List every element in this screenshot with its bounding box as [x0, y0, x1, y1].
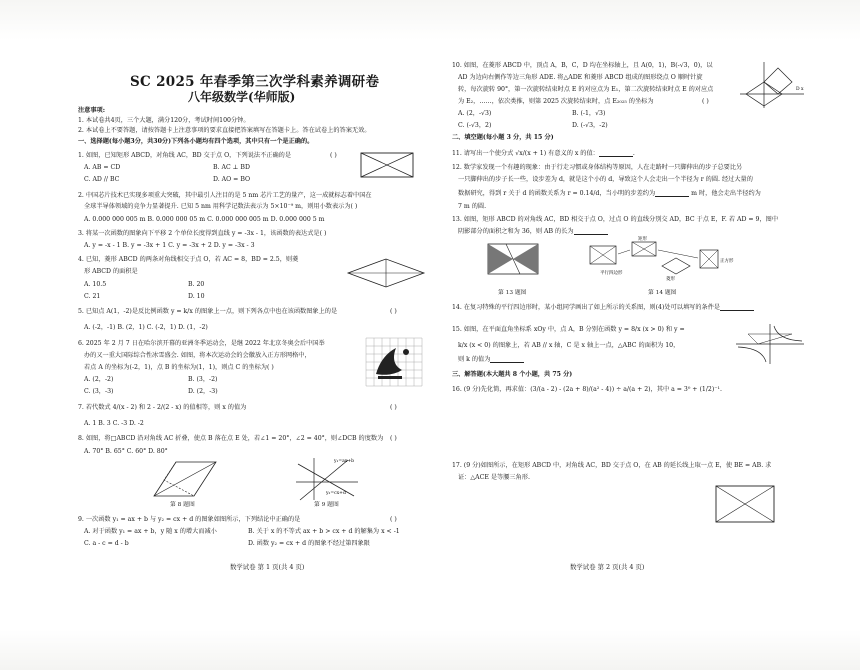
q15-stem-2: k/x (x < 0) 的图象上，若 AB // x 轴，C 是 x 轴上一点，△ABC 的面积为 10，	[458, 342, 680, 349]
q1-option-b: B. AC ⊥ BD	[213, 164, 250, 171]
q17-stem-1: 17. (9 分)如图所示，在矩形 ABCD 中，对角线 AC，BD 交于点 O，在 AB 的延长线上取一点 E，使 BE = AB. 求	[452, 462, 772, 469]
q4-option-a: A. 10.5	[84, 281, 107, 288]
q5-options: A. (-2，-1) B. (2，1) C. (-2，1) D. (1，-2)	[84, 324, 208, 331]
q3-stem: 3. 将某一次函数的图象向下平移 2 个单位长度得到直线 y = -3x - 1，该函数的表达式是( )	[78, 230, 327, 237]
q4-stem-1: 4. 已知，菱形 ABCD 的两条对角线相交于点 O，若 AC = 8，BD = 2.5，则菱	[78, 256, 299, 263]
q1-rectangle-figure	[360, 150, 420, 180]
q2-options: A. 0.000 000 005 m B. 0.000 000 05 m C. 0.000 000 005 m D. 0.000 000 5 m	[84, 216, 325, 223]
q6-stem-2: 办的又一重大国际综合性冰雪盛会. 如图，将本次运动会的会徽放入正方形网格中，	[84, 352, 311, 359]
q13-shaded-rectangle-figure	[486, 240, 540, 280]
svg-text:正方形: 正方形	[720, 259, 734, 264]
q6-option-b: B. (3，-2)	[188, 376, 218, 383]
q6-option-c: C. (3，-3)	[84, 388, 114, 395]
q8-figure-caption: 第 8 题图	[170, 502, 195, 508]
svg-text:y₂=cx+d: y₂=cx+d	[326, 491, 346, 496]
q1-option-a: A. AB = CD	[84, 164, 121, 171]
q15-stem-1: 15. 如图，在平面直角坐标系 xOy 中，点 A，B 分别在函数 y = 8/x (x > 0) 和 y =	[452, 326, 685, 333]
q8-stem: 8. 如图，将□ABCD 沿对角线 AC 折叠，使点 B 落在点 E 处，若∠1 = 20°，∠2 = 40°，则∠DCB 的度数为	[78, 435, 384, 442]
page-1: SC 2025 年春季第三次学科素养调研卷 八年级数学(华师版) 注意事项: 1. 本试卷共4页，三个大题，满分120分，考试时间100分钟。 2. 本试卷上不要答题，请按答题卡上注意事项的要求直接把答案填写在答题卡上。答在试卷上的答案无效。 一、选择题(每小题3分，共30分)下列各小题均有四个选项，其中只有一个是正确的。 1. 如图，已知矩形 ABCD，对角线 AC，BD 交于点 O，下列说法不正确的是 ( ) A. AB = CD B. AC ⊥ BD C. AD // BC D. AO = BO 2. 中国芯片技术已实现多项重大突破，其中最引人注目的是 5 nm 芯片工艺的量产，这一成就标志着中国在 全球半导体领域的竞争力显著提升. 已知 5 nm 用科学记数法表示为 5×10⁻⁹ m，则用小数表示为( ) A. 0.000 000 005 m B. 0.000 000 05 m C. 0.000 000 005 m D. 0.000 000 5 m 3. 将某一次函数的图象向下平移 2 个单位长度得到直线 y = -3x - 1，该函数的表达式是( ) A. y = -x - 1 B. y = -3x + 1 C. y = -3x + 2 D. y = -3x - 3 4. 已知，菱形 ABCD 的两条对角线相交于点 O，若 AC = 8，BD = 2.5，则菱 形 ABCD 的面积是 A. 10.5 B. 20 C. 21 D. 10 5. 已知点 A(1，-2)是反比例函数 y = k/x 的图象上一点，则下列各点中也在该函数图象上的是 ( ) A. (-2，-1) B. (2，1) C. (-2，1) D. (1，-2) 6. 2025 年 2 月 7 日在哈尔滨开幕的亚洲冬季运动会，是继 2022 年北京冬奥会后中国举 办的又一重大国际综合性冰雪盛会. 如图，将本次运动会的会徽放入正方形网格中， 若点 A 的坐标为(-2，1)，点 B 的坐标为(1，1)，则点 C 的坐标为( ) A. (2，-2) B. (3，-2) C. (3，-3) D. (2，-3) 7. 若代数式 4/(x - 2) 和 2 - 2/(2 - x) 的值相等，则 x 的值为 ( ) A. 1 B. 3 C. -3 D. -2 8. 如图，将□ABCD 沿对角线 AC 折叠，使点 B 落在点 E 处，若∠1 = 20°，∠2 = 40°，则∠DCB 的度数为 ( ) A. 70° B. 65° C. 60° D. 80° 第 8 题图 y₁=ax+b y₂=cx+d 第 9 题图 9. 一次函数 y₁ = ax + b 与 y₂ = cx + d 的图象如图所示，下列结论中正确的是 ( ) A. 对于函数 y₁ = ax + b，y 随 x 的增大而减小 B. 关于 x 的不等式 ax + b > cx + d 的解集为 x < -1 C. a - c = d - b D. 函数 y₂ = cx + d 的图象不经过第四象限 数学试卷 第 1 页(共 4 页)	[78, 0, 443, 670]
q9-option-a: A. 对于函数 y₁ = ax + b，y 随 x 的增大而减小	[84, 528, 217, 535]
q14-figure-caption: 第 14 题图	[648, 290, 677, 296]
q14-flow-figure	[588, 236, 738, 282]
q15-answer-blank[interactable]	[490, 356, 524, 363]
q4-rhombus-figure	[346, 255, 426, 291]
q13-answer-blank[interactable]	[574, 228, 608, 235]
q13-stem-1: 13. 如图，矩形 ABCD 的对角线 AC，BD 相交于点 O，过点 O 的直线分别交 AD，BC 于点 E，F. 若 AD = 9，图中	[452, 216, 779, 223]
section-answer-heading: 三、解答题(本大题共 8 个小题，共 75 分)	[452, 371, 573, 378]
q6-stem-3: 若点 A 的坐标为(-2，1)，点 B 的坐标为(1，1)，则点 C 的坐标为( )	[84, 364, 274, 371]
q10-stem-4: 为 E₂，……，依次类推，则第 2025 次旋转结束时，点 E₂₀₂₅ 的坐标为	[458, 98, 654, 105]
q15-stem-3: 则 k 的值为	[458, 356, 524, 363]
q10-stem-3: 转，每次旋转 90°，第一次旋转结束时点 E 的对应点为 E₁，第二次旋转结束时点 E 的对应点	[458, 86, 714, 93]
section-choice-heading: 一、选择题(每小题3分，共30分)下列各小题均有四个选项，其中只有一个是正确的。	[78, 138, 314, 145]
notice-2: 2. 本试卷上不要答题，请按答题卡上注意事项的要求直接把答案填写在答题卡上。答在试卷上的答案无效。	[78, 127, 371, 134]
q7-stem: 7. 若代数式 4/(x - 2) 和 2 - 2/(2 - x) 的值相等，则 x 的值为	[78, 404, 247, 411]
q13-figure-caption: 第 13 题图	[498, 290, 527, 296]
q14-stem: 14. 在复习特殊的平行四边形时，某小组同学画出了如上所示的关系图，则(4)处可以填写的条件是	[452, 304, 754, 311]
q17-stem-2: 证：△ACE 是等腰三角形.	[458, 474, 530, 481]
svg-text:y₁=ax+b: y₁=ax+b	[334, 459, 354, 464]
q16-stem: 16. (9 分)先化简，再求值：(3/(a - 2) - (2a + 8)/(a² - 4)) ÷ a/(a + 2)，其中 a = 3⁰ + (1/2)⁻¹.	[452, 386, 722, 393]
q4-option-d: D. 10	[188, 293, 205, 300]
q8-options: A. 70° B. 65° C. 60° D. 80°	[84, 448, 168, 455]
section-fill-heading: 二、填空题(每小题 3 分，共 15 分)	[452, 134, 554, 141]
page-2: 10. 如图，在菱形 ABCD 中，顶点 A，B，C，D 均在坐标轴上，且 A(0，1)，B(-√3，0)，以 AD 为边向右侧作等边三角形 ADE. 将△ADE 和菱形 ABCD 组成的图形绕点 O 顺时针旋 转，每次旋转 90°，第一次旋转结束时点 E 的对应点为 E₁，第二次旋转结束时点 E 的对应点 为 E₂，……，依次类推，则第 2025 次旋转结束时，点 E₂₀₂₅ 的坐标为 ( ) A. (2，-√3) B. (-1，√3) C. (-√3，2) D. (-√3，-2) D x 二、填空题(每小题 3 分，共 15 分) 11. 请写出一个使分式 √x/(x + 1) 有意义的 x 的值： . 12. 数学家发现一个有趣的现象：由于行走习惯或身体结构等原因，人在走路时一只脚伸出的步子总要比另 一只脚伸出的步子长一些，设步差为 d，就是这个小的 d，导致这个人会走出一个半径为 r 的圆. 经过大量的 数据研究，得到 r 关于 d 的函数关系为 r = 0.14/d，当小明的步差约为 m 时，他会走出半径约为 7 m 的圆. 13. 如图，矩形 ABCD 的对角线 AC，BD 相交于点 O，过点 O 的直线分别交 AD，BC 于点 E，F. 若 AD = 9，图中 阴影部分的面积之和为 36，则 AB 的长为 第 13 题图 矩形 正方形 平行四边形 菱形 第 14 题图 14. 在复习特殊的平行四边形时，某小组同学画出了如上所示的关系图，则(4)处可以填写的条件是 15. 如图，在平面直角坐标系 xOy 中，点 A，B 分别在函数 y = 8/x (x > 0) 和 y = k/x (x < 0) 的图象上，若 AB // x 轴，C 是 x 轴上一点，△ABC 的面积为 10， 则 k 的值为 三、解答题(本大题共 8 个小题，共 75 分) 16. (9 分)先化简，再求值：(3/(a - 2) - (2a + 8)/(a² - 4)) ÷ a/(a + 2)，其中 a = 3⁰ + (1/2)⁻¹. 17. (9 分)如图所示，在矩形 ABCD 中，对角线 AC，BD 交于点 O，在 AB 的延长线上取一点 E，使 BE = AB. 求 证：△ACE 是等腰三角形. 数学试卷 第 2 页(共 4 页)	[452, 0, 812, 670]
q6-stem-1: 6. 2025 年 2 月 7 日在哈尔滨开幕的亚洲冬季运动会，是继 2022 年北京冬奥会后中国举	[78, 340, 325, 347]
q4-option-b: B. 20	[188, 281, 205, 288]
q10-option-a: A. (2，-√3)	[458, 110, 492, 117]
q3-options: A. y = -x - 1 B. y = -3x + 1 C. y = -3x + 2 D. y = -3x - 3	[84, 242, 255, 249]
q14-answer-blank[interactable]	[720, 304, 754, 311]
q4-stem-2: 形 ABCD 的面积是	[84, 268, 138, 275]
q7-options: A. 1 B. 3 C. -3 D. -2	[84, 420, 144, 427]
q15-hyperbola-figure	[734, 322, 806, 366]
q9-figure-caption: 第 9 题图	[314, 502, 339, 508]
q1-option-d: D. AO = BO	[213, 176, 251, 183]
q9-stem: 9. 一次函数 y₁ = ax + b 与 y₂ = cx + d 的图象如图所示，下列结论中正确的是	[78, 516, 301, 523]
q12-stem-2: 一只脚伸出的步子长一些，设步差为 d，就是这个小的 d，导致这个人会走出一个半径为 r 的圆. 经过大量的	[458, 176, 753, 183]
q9-graph-figure	[292, 456, 362, 502]
q6-option-d: D. (2，-3)	[188, 388, 218, 395]
svg-text:D x: D x	[796, 87, 804, 92]
svg-text:菱形: 菱形	[666, 277, 675, 282]
notice-heading: 注意事项:	[78, 107, 106, 114]
exam-title: SC 2025 年春季第三次学科素养调研卷	[130, 74, 380, 90]
q9-option-c: C. a - c = d - b	[84, 540, 129, 547]
q6-option-a: A. (2，-2)	[84, 376, 114, 383]
q5-stem: 5. 已知点 A(1，-2)是反比例函数 y = k/x 的图象上一点，则下列各点中也在该函数图象上的是	[78, 308, 338, 315]
q13-stem-2: 阴影部分的面积之和为 36，则 AB 的长为	[458, 228, 608, 235]
q11-answer-blank[interactable]	[599, 150, 633, 157]
q10-option-d: D. (-√3，-2)	[572, 122, 608, 129]
q12-stem-4: 7 m 的圆.	[458, 203, 487, 210]
svg-text:矩形: 矩形	[638, 237, 647, 242]
q2-stem-1: 2. 中国芯片技术已实现多项重大突破，其中最引人注目的是 5 nm 芯片工艺的量产，这一成就标志着中国在	[78, 192, 372, 199]
q2-stem-2: 全球半导体领域的竞争力显著提升. 已知 5 nm 用科学记数法表示为 5×10⁻⁹ m，则用小数表示为( )	[84, 203, 358, 210]
q12-stem-3: 数据研究，得到 r 关于 d 的函数关系为 r = 0.14/d，当小明的步差约为 m 时，他会走出半径约为	[458, 190, 761, 197]
q4-option-c: C. 21	[84, 293, 101, 300]
q9-option-d: D. 函数 y₂ = cx + d 的图象不经过第四象限	[248, 540, 370, 547]
q9-option-b: B. 关于 x 的不等式 ax + b > cx + d 的解集为 x < -1	[248, 528, 400, 535]
q10-option-b: B. (-1，√3)	[572, 110, 606, 117]
q10-option-c: C. (-√3，2)	[458, 122, 492, 129]
q10-stem-1: 10. 如图，在菱形 ABCD 中，顶点 A，B，C，D 均在坐标轴上，且 A(0，1)，B(-√3，0)，以	[452, 62, 713, 69]
q10-coordinate-figure	[738, 60, 806, 110]
q17-rectangle-figure	[714, 484, 780, 526]
q8-fold-figure	[150, 458, 220, 500]
q10-stem-2: AD 为边向右侧作等边三角形 ADE. 将△ADE 和菱形 ABCD 组成的图形绕点 O 顺时针旋	[458, 74, 703, 81]
q1-option-c: C. AD // BC	[84, 176, 120, 183]
q6-grid-logo-figure	[366, 338, 424, 388]
exam-subtitle: 八年级数学(华师版)	[188, 90, 296, 104]
page-2-footer: 数学试卷 第 2 页(共 4 页)	[570, 563, 645, 571]
notice-1: 1. 本试卷共4页，三个大题，满分120分，考试时间100分钟。	[78, 117, 250, 124]
q11-stem: 11. 请写出一个使分式 √x/(x + 1) 有意义的 x 的值： .	[452, 150, 635, 157]
svg-text:平行四边形: 平行四边形	[600, 271, 623, 276]
q1-stem: 1. 如图，已知矩形 ABCD，对角线 AC，BD 交于点 O，下列说法不正确的是	[78, 152, 292, 159]
q12-stem-1: 12. 数学家发现一个有趣的现象：由于行走习惯或身体结构等原因，人在走路时一只脚伸出的步子总要比另	[452, 164, 743, 171]
q12-answer-blank-1[interactable]	[655, 190, 689, 197]
page-1-footer: 数学试卷 第 1 页(共 4 页)	[230, 563, 305, 571]
